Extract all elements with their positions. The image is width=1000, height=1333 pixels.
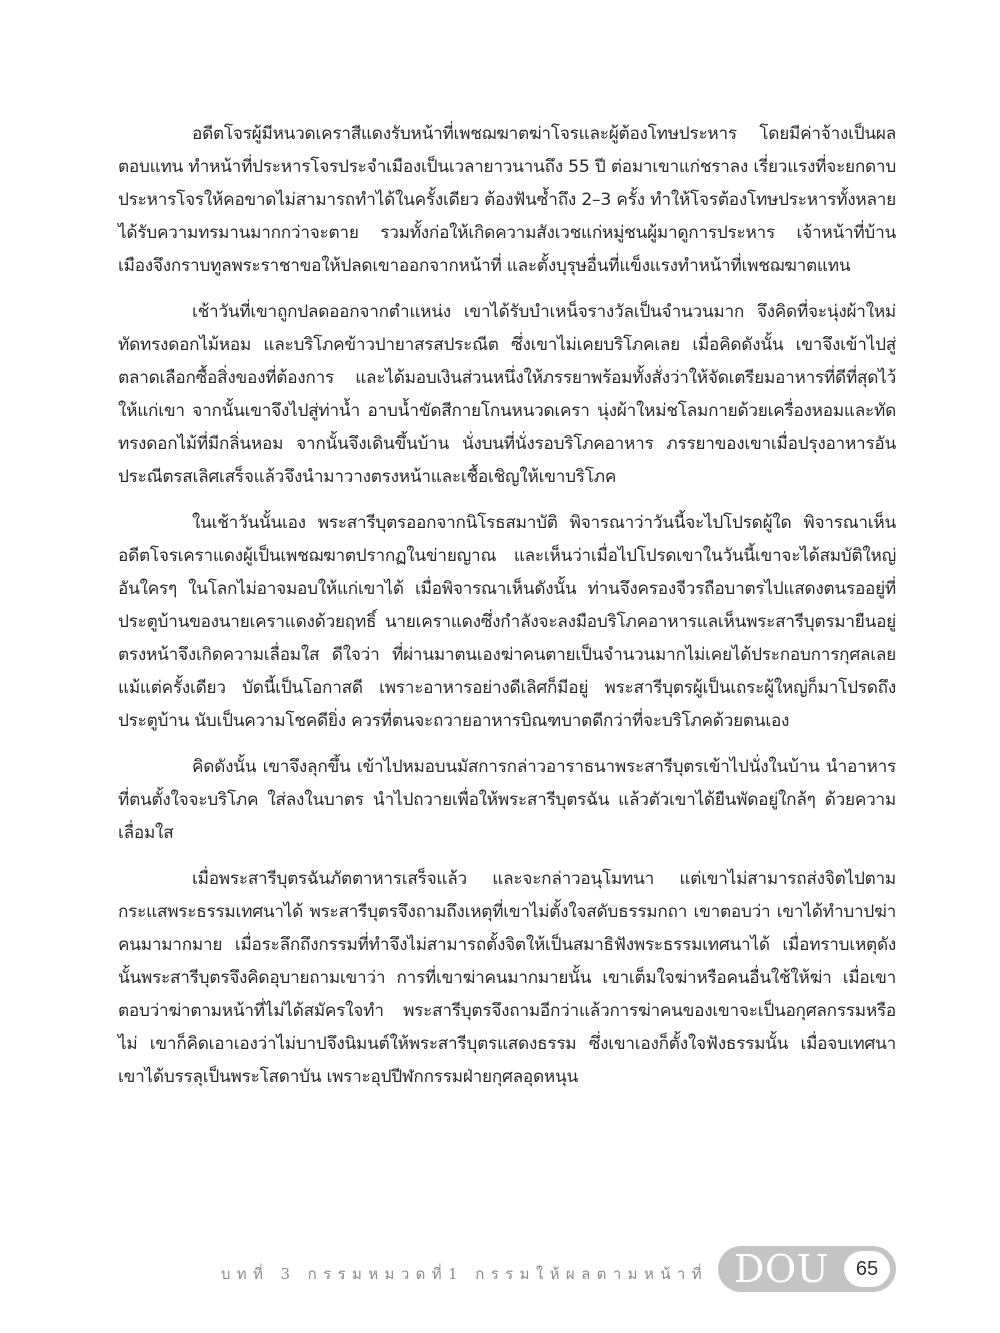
page-footer <box>0 1244 1000 1294</box>
brand-logo: DOU <box>734 1247 830 1291</box>
paragraph-5: เมื่อพระสารีบุตรฉันภัตตาหารเสร็จแล้ว และจะกล่าวอนุโมทนา แต่เขาไม่สามารถส่งจิตไปตามกระแสพระธรรมเทศนาได้ พระสารีบุตรจึงถามถึงเหตุที่เขาไม่ตั้งใจสดับธรรมกถา เขาตอบว่า เขาได้ทำบาปฆ่าคนมามากมาย เมื่อระลึกถึงกรรมที่ทำจึงไม่สามารถตั้งจิตให้เป็นสมาธิฟังพระธรรมเทศนาได้ เมื่อทราบเหตุดังนั้นพระสารีบุตรจึงคิดอุบายถามเขาว่า การที่เขาฆ่าคนมากมายนั้น เขาเต็มใจฆ่าหรือคนอื่นใช้ให้ฆ่า เมื่อเขาตอบว่าฆ่าตามหน้าที่ไม่ได้สมัครใจทำ พระสารีบุตรจึงถามอีกว่าแล้วการฆ่าคนของเขาจะเป็นอกุศลกรรมหรือไม่ เขาก็คิดเอาเองว่าไม่บาปจึงนิมนต์ให้พระสารีบุตรแสดงธรรม ซึ่งเขาเองก็ตั้งใจฟังธรรมนั้น เมื่อจบเทศนาเขาได้บรรลุเป็นพระโสดาบัน เพราะอุปปีฬกกรรมฝ่ายกุศลอุดหนุน <box>118 869 896 1087</box>
brand-badge <box>718 1246 896 1292</box>
paragraph-1: อดีตโจรผู้มีหนวดเคราสีแดงรับหน้าที่เพชฌฆาตฆ่าโจรและผู้ต้องโทษประหาร โดยมีค่าจ้างเป็นผลตอบแทน ทำหน้าที่ประหารโจรประจำเมืองเป็นเวลายาวนานถึง 55 ปี ต่อมาเขาแก่ชราลง เรี่ยวแรงที่จะยกดาบประหารโจรให้คอขาดไม่สามารถทำได้ในครั้งเดียว ต้องฟันซ้ำถึง 2–3 ครั้ง ทำให้โจรต้องโทษประหารทั้งหลายได้รับความทรมานมากกว่าจะตาย รวมทั้งก่อให้เกิดความสังเวชแก่หมู่ชนผู้มาดูการประหาร เจ้าหน้าที่บ้านเมืองจึงกราบทูลพระราชาขอให้ปลดเขาออกจากหน้าที่ และตั้งบุรุษอื่นที่แข็งแรงทำหน้าที่เพชฌฆาตแทน <box>118 124 896 276</box>
paragraph-4: คิดดังนั้น เขาจึงลุกขึ้น เข้าไปหมอบนมัสการกล่าวอาราธนาพระสารีบุตรเข้าไปนั่งในบ้าน นำอาหารที่ตนตั้งใจจะบริโภค ใส่ลงในบาตร นำไปถวายเพื่อให้พระสารีบุตรฉัน แล้วตัวเขาได้ยืนพัดอยู่ใกล้ๆ ด้วยความเลื่อมใส <box>118 757 896 843</box>
paragraph-2: เช้าวันที่เขาถูกปลดออกจากตำแหน่ง เขาได้รับบำเหน็จรางวัลเป็นจำนวนมาก จึงคิดที่จะนุ่งผ้าใหม่ทัดทรงดอกไม้หอม และบริโภคข้าวปายาสรสประณีต ซึ่งเขาไม่เคยบริโภคเลย เมื่อคิดดังนั้น เขาจึงเข้าไปสู่ตลาดเลือกซื้อสิ่งของที่ต้องการ และได้มอบเงินส่วนหนึ่งให้ภรรยาพร้อมทั้งสั่งว่าให้จัดเตรียมอาหารที่ดีที่สุดไว้ให้แก่เขา จากนั้นเขาจึงไปสู่ท่าน้ำ อาบน้ำขัดสีกายโกนหนวดเครา นุ่งผ้าใหม่ชโลมกายด้วยเครื่องหอมและทัดทรงดอกไม้ที่มีกลิ่นหอม จากนั้นจึงเดินขึ้นบ้าน นั่งบนที่นั่งรอบริโภคอาหาร ภรรยาของเขาเมื่อปรุงอาหารอันประณีตรสเลิศเสร็จแล้วจึงนำมาวางตรงหน้าและเชื้อเชิญให้เขาบริโภค <box>118 302 896 487</box>
page-body <box>118 118 896 1107</box>
chapter-running-title: บทที่ 3 กรรมหมวดที่1 กรรมให้ผลตามหน้าที่ <box>220 1265 708 1283</box>
paragraph-3: ในเช้าวันนั้นเอง พระสารีบุตรออกจากนิโรธสมาบัติ พิจารณาว่าวันนี้จะไปโปรดผู้ใด พิจารณาเห็นอดีตโจรเคราแดงผู้เป็นเพชฌฆาตปรากฏในข่ายญาณ และเห็นว่าเมื่อไปโปรดเขาในวันนี้เขาจะได้สมบัติใหญ่ อันใครๆ ในโลกไม่อาจมอบให้แก่เขาได้ เมื่อพิจารณาเห็นดังนั้น ท่านจึงครองจีวรถือบาตรไปแสดงตนรออยู่ที่ประตูบ้านของนายเคราแดงด้วยฤทธิ์ นายเคราแดงซึ่งกำลังจะลงมือบริโภคอาหารแลเห็นพระสารีบุตรมายืนอยู่ตรงหน้าจึงเกิดความเลื่อมใส ดีใจว่า ที่ผ่านมาตนเองฆ่าคนตายเป็นจำนวนมากไม่เคยได้ประกอบการกุศลเลยแม้แต่ครั้งเดียว บัดนี้เป็นโอกาสดี เพราะอาหารอย่างดีเลิศก็มีอยู่ พระสารีบุตรผู้เป็นเถระผู้ใหญ่ก็มาโปรดถึงประตูบ้าน นับเป็นความโชคดียิ่ง ควรที่ตนจะถวายอาหารบิณฑบาตดีกว่าที่จะบริโภคด้วยตนเอง <box>118 513 896 731</box>
page-number: 65 <box>844 1251 890 1287</box>
